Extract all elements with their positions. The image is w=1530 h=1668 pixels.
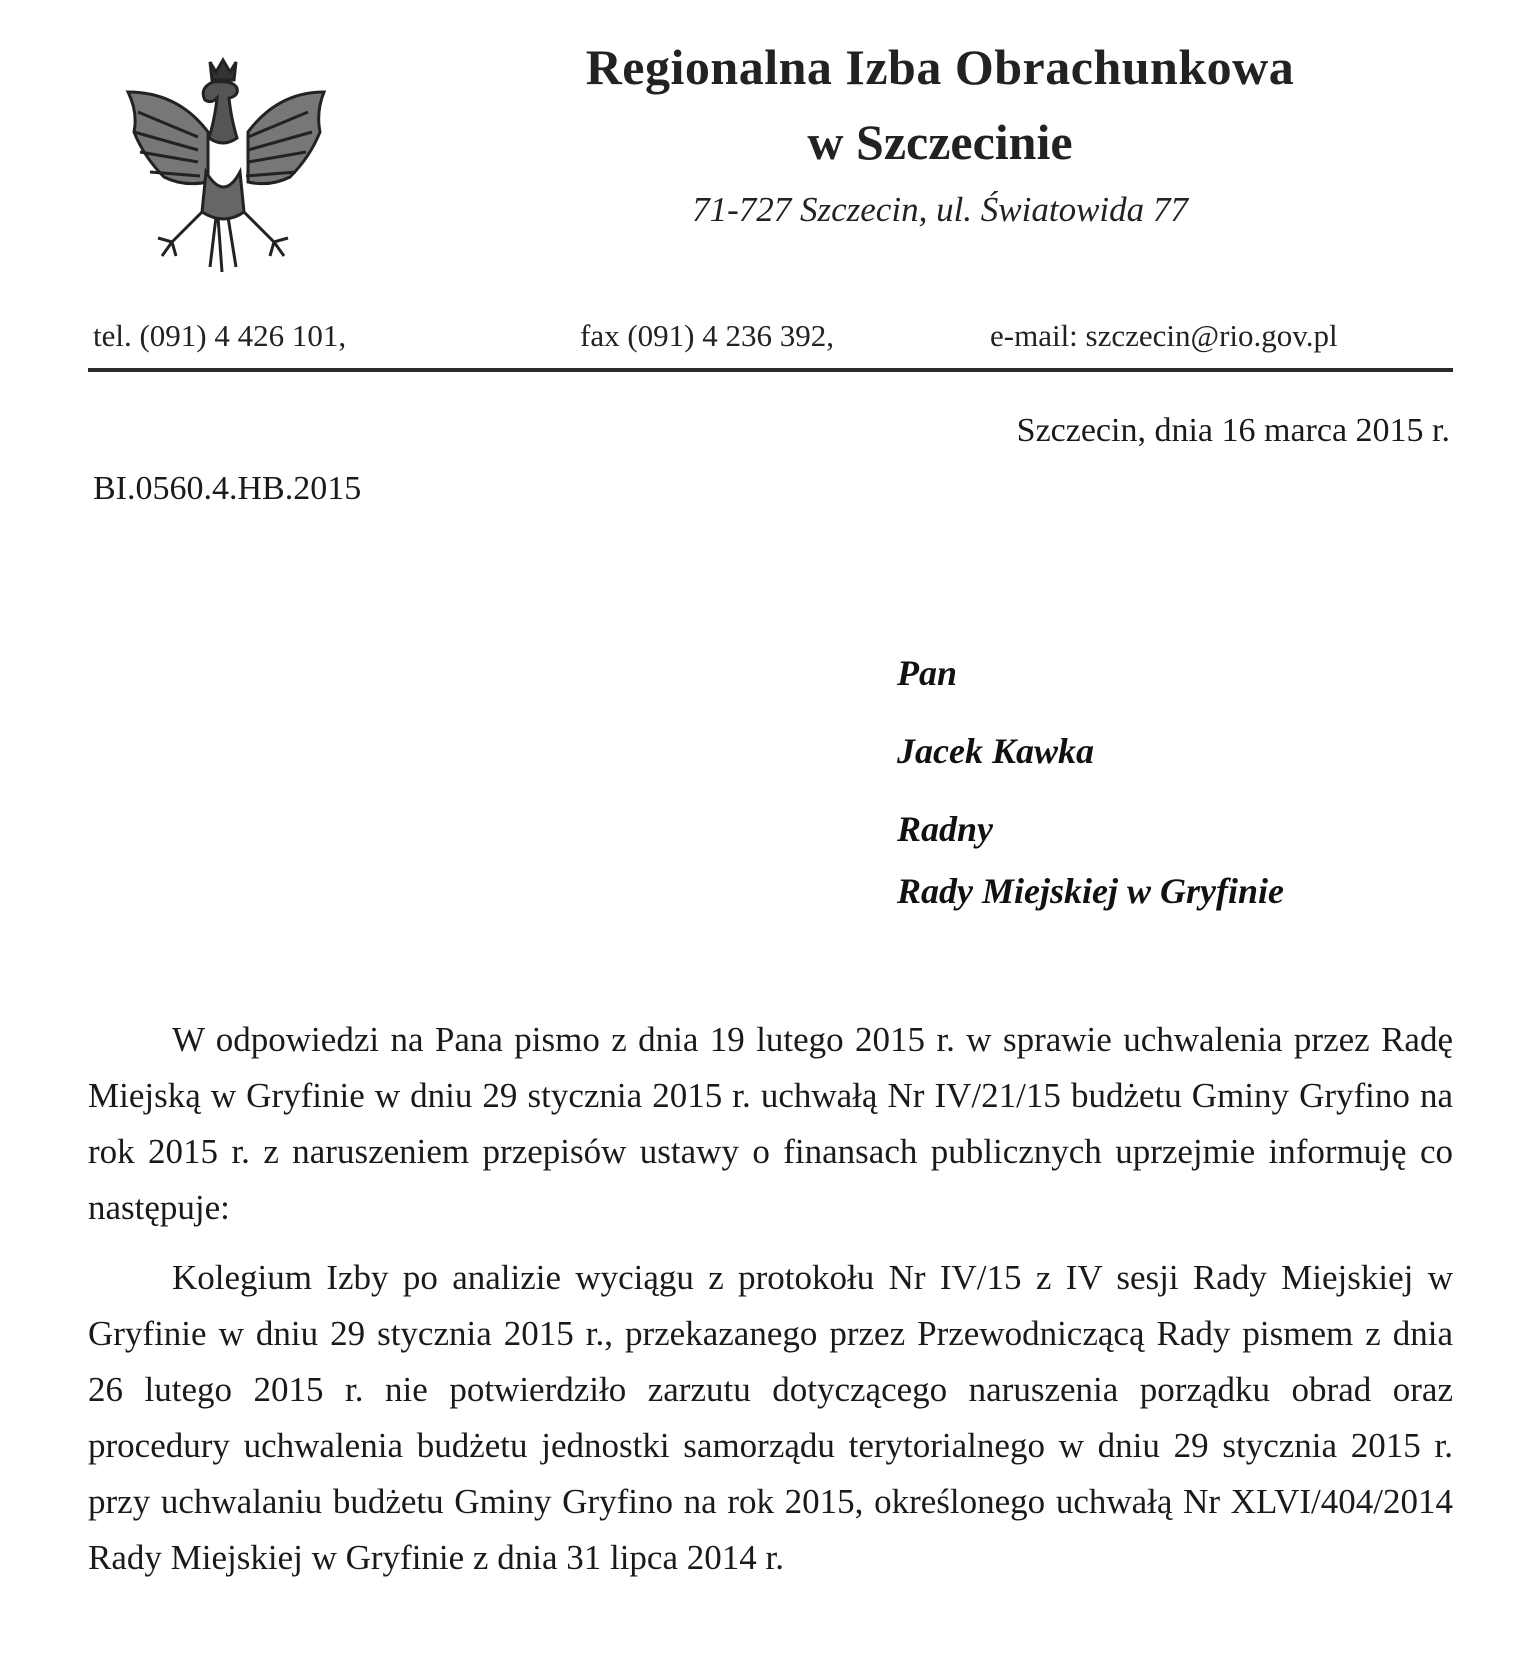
fax: fax (091) 4 236 392, (580, 318, 834, 353)
addressee-organization: Rady Miejskiej w Gryfinie (897, 871, 1284, 911)
institution-address: 71-727 Szczecin, ul. Światowida 77 (692, 190, 1188, 229)
addressee-name: Jacek Kawka (897, 731, 1094, 771)
place-date: Szczecin, dnia 16 marca 2015 r. (1016, 412, 1450, 449)
addressee-title: Radny (897, 809, 994, 849)
telephone: tel. (091) 4 426 101, (93, 318, 347, 353)
header-divider (88, 368, 1453, 372)
polish-eagle-emblem-icon (118, 52, 328, 292)
email: e-mail: szczecin@rio.gov.pl (990, 318, 1338, 353)
reference-number: BI.0560.4.HB.2015 (93, 470, 362, 507)
letter-body (88, 1012, 1453, 1600)
addressee-salutation: Pan (897, 653, 958, 693)
institution-name: Regionalna Izba Obrachunkowa (585, 39, 1295, 95)
institution-city: w Szczecinie (807, 114, 1073, 170)
body-paragraph: Kolegium Izby po analizie wyciągu z protokołu Nr IV/15 z IV sesji Rady Miejskiej w Gryfinie w dniu 29 stycznia 2015 r., przekazanego przez Przewodniczącą Rady pismem z dnia 26 lutego 2015 r. nie potwierdziło zarzutu dotyczącego naruszenia porządku obrad oraz procedury uchwalenia budżetu jednostki samorządu terytorialnego w dniu 29 stycznia 2015 r. przy uchwalaniu budżetu Gminy Gryfino na rok 2015, określonego uchwałą Nr XLVI/404/2014 Rady Miejskiej w Gryfinie z dnia 31 lipca 2014 r. (88, 1258, 1453, 1577)
body-paragraph: W odpowiedzi na Pana pismo z dnia 19 lutego 2015 r. w sprawie uchwalenia przez Radę Miejską w Gryfinie w dniu 29 stycznia 2015 r. uchwałą Nr IV/21/15 budżetu Gminy Gryfino na rok 2015 r. z naruszeniem przepisów ustawy o finansach publicznych uprzejmie informuję co następuje: (88, 1020, 1453, 1227)
